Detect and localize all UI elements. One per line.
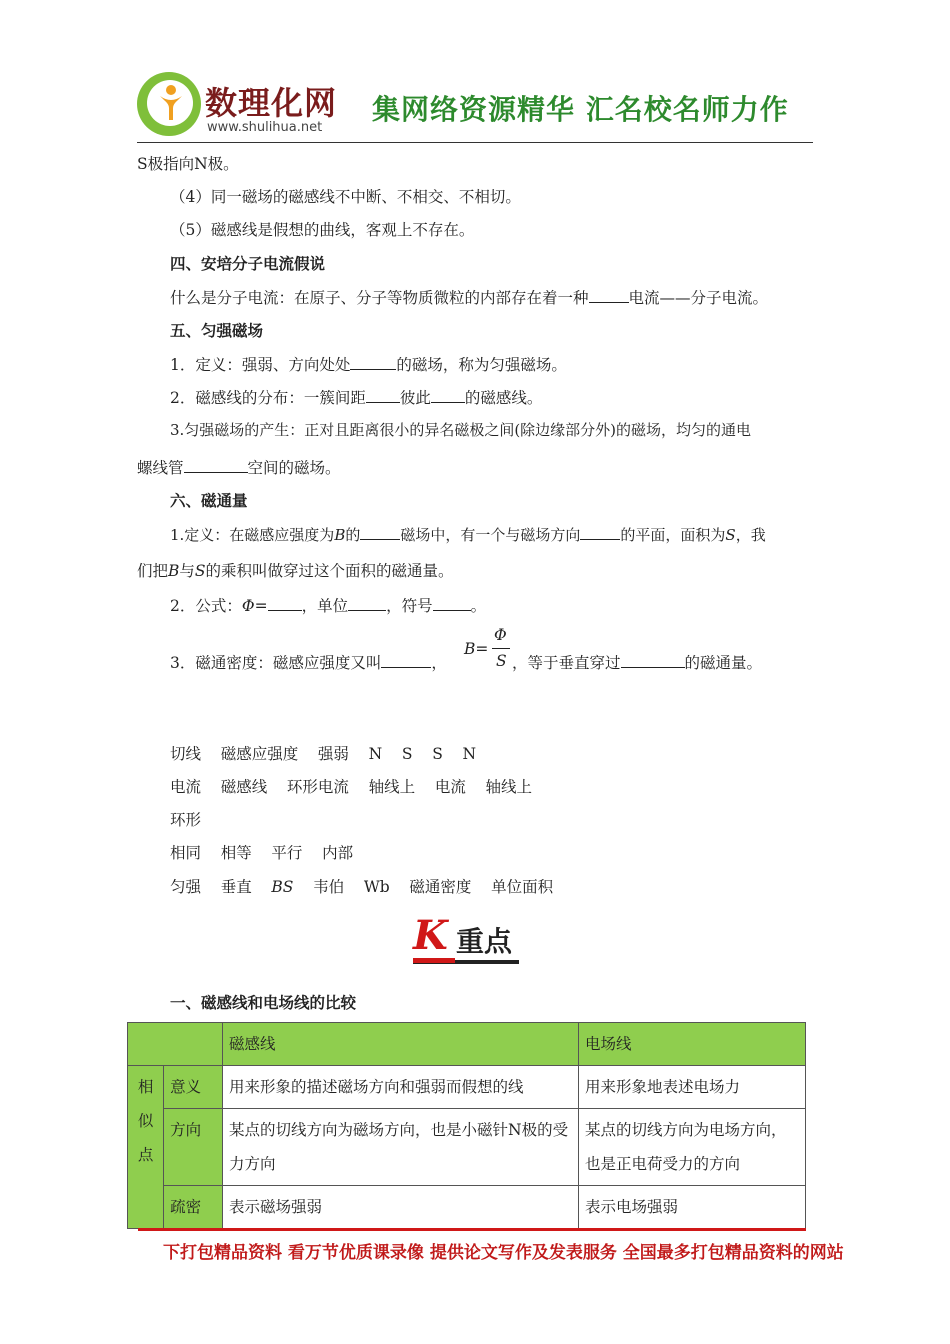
fill-blank (381, 651, 431, 668)
fill-blank (184, 456, 248, 473)
text-line: （4）同一磁场的磁感线不中断、不相交、不相切。 (170, 188, 521, 206)
text-line: 1．定义：强弱、方向处处 的磁场，称为匀强磁场。 (170, 353, 567, 376)
group-label: 相似点 (128, 1066, 164, 1229)
badge-k: K (413, 912, 448, 959)
brand-name: 数理化网 (205, 84, 338, 122)
text-line: 什么是分子电流：在原子、分子等物质微粒的内部存在着一种 电流——分子电流。 (170, 286, 768, 309)
text-line: 1.定义：在磁感应强度为B的 磁场中，有一个与磁场方向 的平面，面积为S，我 (170, 523, 766, 546)
fill-blank (348, 594, 386, 611)
fill-blank (366, 386, 400, 403)
table-header-cell: 磁感线 (223, 1023, 579, 1066)
fill-blank (360, 523, 400, 540)
text-line: S极指向N极。 (137, 155, 239, 173)
answer-line: 匀强 垂直 BS 韦伯 Wb 磁通密度 单位面积 (170, 878, 554, 896)
table-cell: 用来形象地表述电场力 (579, 1066, 806, 1109)
fill-blank (350, 353, 396, 370)
text-line: 2．磁感线的分布：一簇间距 彼此 的磁感线。 (170, 386, 542, 409)
row-label: 方向 (164, 1109, 223, 1186)
fill-blank (621, 651, 685, 668)
table-cell: 某点的切线方向为电场方向，也是正电荷受力的方向 (579, 1109, 806, 1186)
table-row (128, 1186, 806, 1229)
answer-line: 切线 磁感应强度 强弱 N S S N (170, 745, 477, 763)
answer-line: 相同 相等 平行 内部 (170, 844, 354, 862)
footer-text: 下打包精品资料 看万节优质课录像 提供论文写作及发表服务 全国最多打包精品资料的网站 (163, 1243, 844, 1263)
fill-blank (580, 523, 620, 540)
header-slogan: 集网络资源精华 汇名校名师力作 (372, 93, 789, 126)
answer-line: 电流 磁感线 环形电流 轴线上 电流 轴线上 (170, 778, 533, 796)
badge-title: 重点 (456, 925, 513, 958)
footer-rule (138, 1228, 806, 1231)
fill-blank (589, 286, 629, 303)
section-heading: 四、安培分子电流假说 (170, 255, 326, 273)
table-cell: 用来形象的描述磁场方向和强弱而假想的线 (223, 1066, 579, 1109)
table-row (128, 1109, 806, 1186)
text-line: 们把B与S的乘积叫做穿过这个面积的磁通量。 (137, 562, 454, 580)
text-line: （5）磁感线是假想的曲线，客观上不存在。 (170, 221, 475, 239)
text-line: 螺线管 空间的磁场。 (137, 456, 341, 479)
section-heading: 五、匀强磁场 (170, 322, 264, 340)
section-heading: 六、磁通量 (170, 492, 248, 510)
brand-url: www.shulihua.net (207, 120, 323, 135)
answer-line: 环形 (170, 811, 202, 829)
section-heading: 一、磁感线和电场线的比较 (170, 994, 357, 1012)
text-line: 3.匀强磁场的产生：正对且距离很小的异名磁极之间(除边缘部分外)的磁场，均匀的通电 (170, 421, 752, 439)
table-header-cell (128, 1023, 223, 1066)
fill-blank (431, 386, 465, 403)
table-header-row (128, 1023, 806, 1066)
row-label: 意义 (164, 1066, 223, 1109)
table-cell: 表示磁场强弱 (223, 1186, 579, 1229)
header-rule (137, 142, 813, 143)
table-cell: 某点的切线方向为磁场方向，也是小磁针N极的受力方向 (223, 1109, 579, 1186)
comparison-table (127, 1022, 806, 1229)
table-header-cell: 电场线 (579, 1023, 806, 1066)
text-line: ，等于垂直穿过 的磁通量。 (512, 651, 762, 674)
table-cell: 表示电场强弱 (579, 1186, 806, 1229)
table-row (128, 1066, 806, 1109)
person-logo-icon (158, 84, 184, 122)
fill-blank (433, 594, 471, 611)
text-line: 2．公式：Φ= ，单位 ，符号 。 (170, 594, 486, 617)
fill-blank (268, 594, 302, 611)
text-line: 3．磁通密度：磁感应强度又叫 ， (170, 651, 447, 674)
row-label: 疏密 (164, 1186, 223, 1229)
